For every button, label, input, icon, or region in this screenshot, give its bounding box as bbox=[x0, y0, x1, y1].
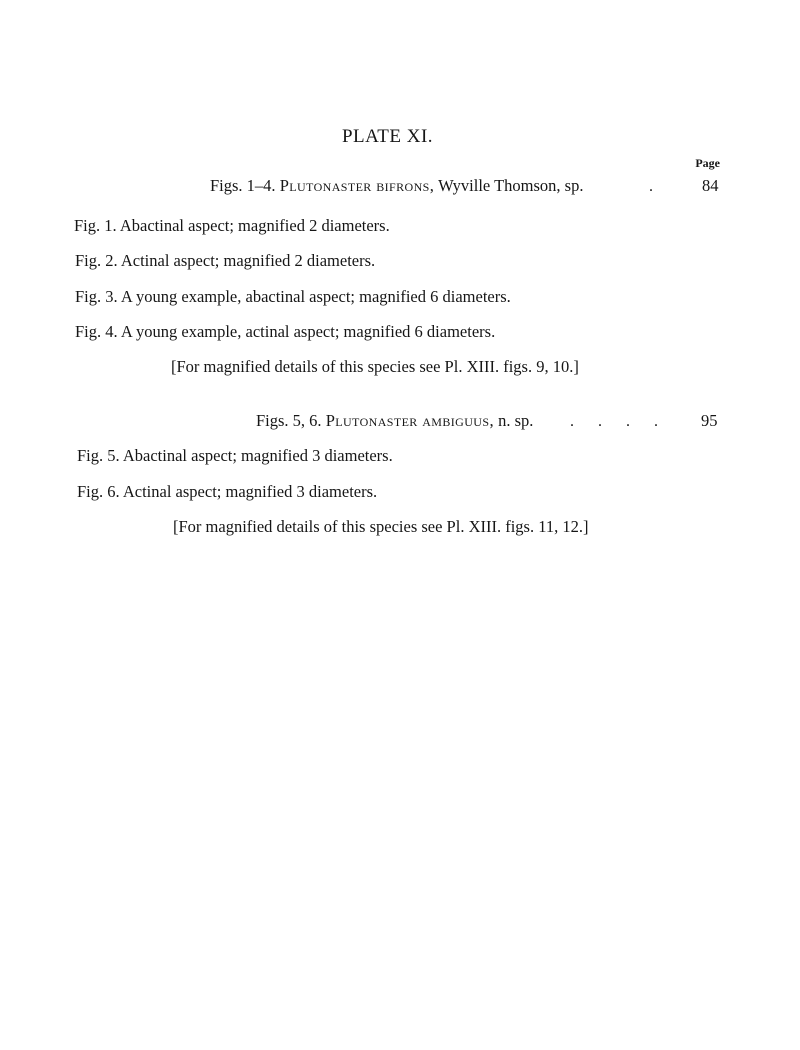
heading-leader: . . . . bbox=[570, 413, 658, 430]
heading-figs: Figs. 1–4. bbox=[210, 176, 276, 195]
species-authority: n. sp. bbox=[498, 411, 534, 430]
page-column-label: Page bbox=[695, 156, 720, 170]
species-name: Plutonaster ambiguus, bbox=[325, 411, 494, 430]
figure-description: Abactinal aspect; magnified 2 diameters. bbox=[119, 216, 390, 235]
figure-label: Fig. 6. bbox=[77, 482, 120, 501]
figure-description: Actinal aspect; magnified 2 diameters. bbox=[120, 251, 376, 270]
figure-description: Actinal aspect; magnified 3 diameters. bbox=[122, 482, 378, 501]
plate-title: PLATE XI. bbox=[341, 126, 434, 147]
figure-label: Fig. 4. bbox=[75, 322, 118, 341]
species-name: Plutonaster bifrons, bbox=[279, 176, 435, 195]
species-heading-plutonaster-ambiguus bbox=[256, 411, 533, 431]
figure-description: A young example, actinal aspect; magnified 6 diameters. bbox=[120, 322, 496, 341]
heading-leader: . bbox=[649, 178, 653, 195]
figure-caption-line bbox=[77, 482, 377, 502]
figure-caption-line bbox=[75, 251, 375, 271]
figure-description: Abactinal aspect; magnified 3 diameters. bbox=[122, 446, 393, 465]
details-note: [For magnified details of this species see Pl. XIII. figs. 11, 12.] bbox=[173, 517, 589, 536]
details-note: [For magnified details of this species see Pl. XIII. figs. 9, 10.] bbox=[171, 357, 579, 376]
figure-label: Fig. 5. bbox=[77, 446, 120, 465]
figure-label: Fig. 1. bbox=[74, 216, 117, 235]
figure-caption-line bbox=[77, 446, 393, 466]
page-number: 84 bbox=[702, 176, 719, 195]
heading-figs: Figs. 5, 6. bbox=[256, 411, 322, 430]
figure-label: Fig. 2. bbox=[75, 251, 118, 270]
figure-description: A young example, abactinal aspect; magnified 6 diameters. bbox=[120, 287, 511, 306]
species-authority: Wyville Thomson, sp. bbox=[438, 176, 584, 195]
figure-caption-line bbox=[74, 216, 390, 236]
figure-caption-line bbox=[75, 322, 495, 342]
page-number: 95 bbox=[701, 411, 718, 430]
figure-label: Fig. 3. bbox=[75, 287, 118, 306]
species-heading-plutonaster-bifrons bbox=[210, 176, 583, 196]
figure-caption-line bbox=[75, 287, 511, 307]
